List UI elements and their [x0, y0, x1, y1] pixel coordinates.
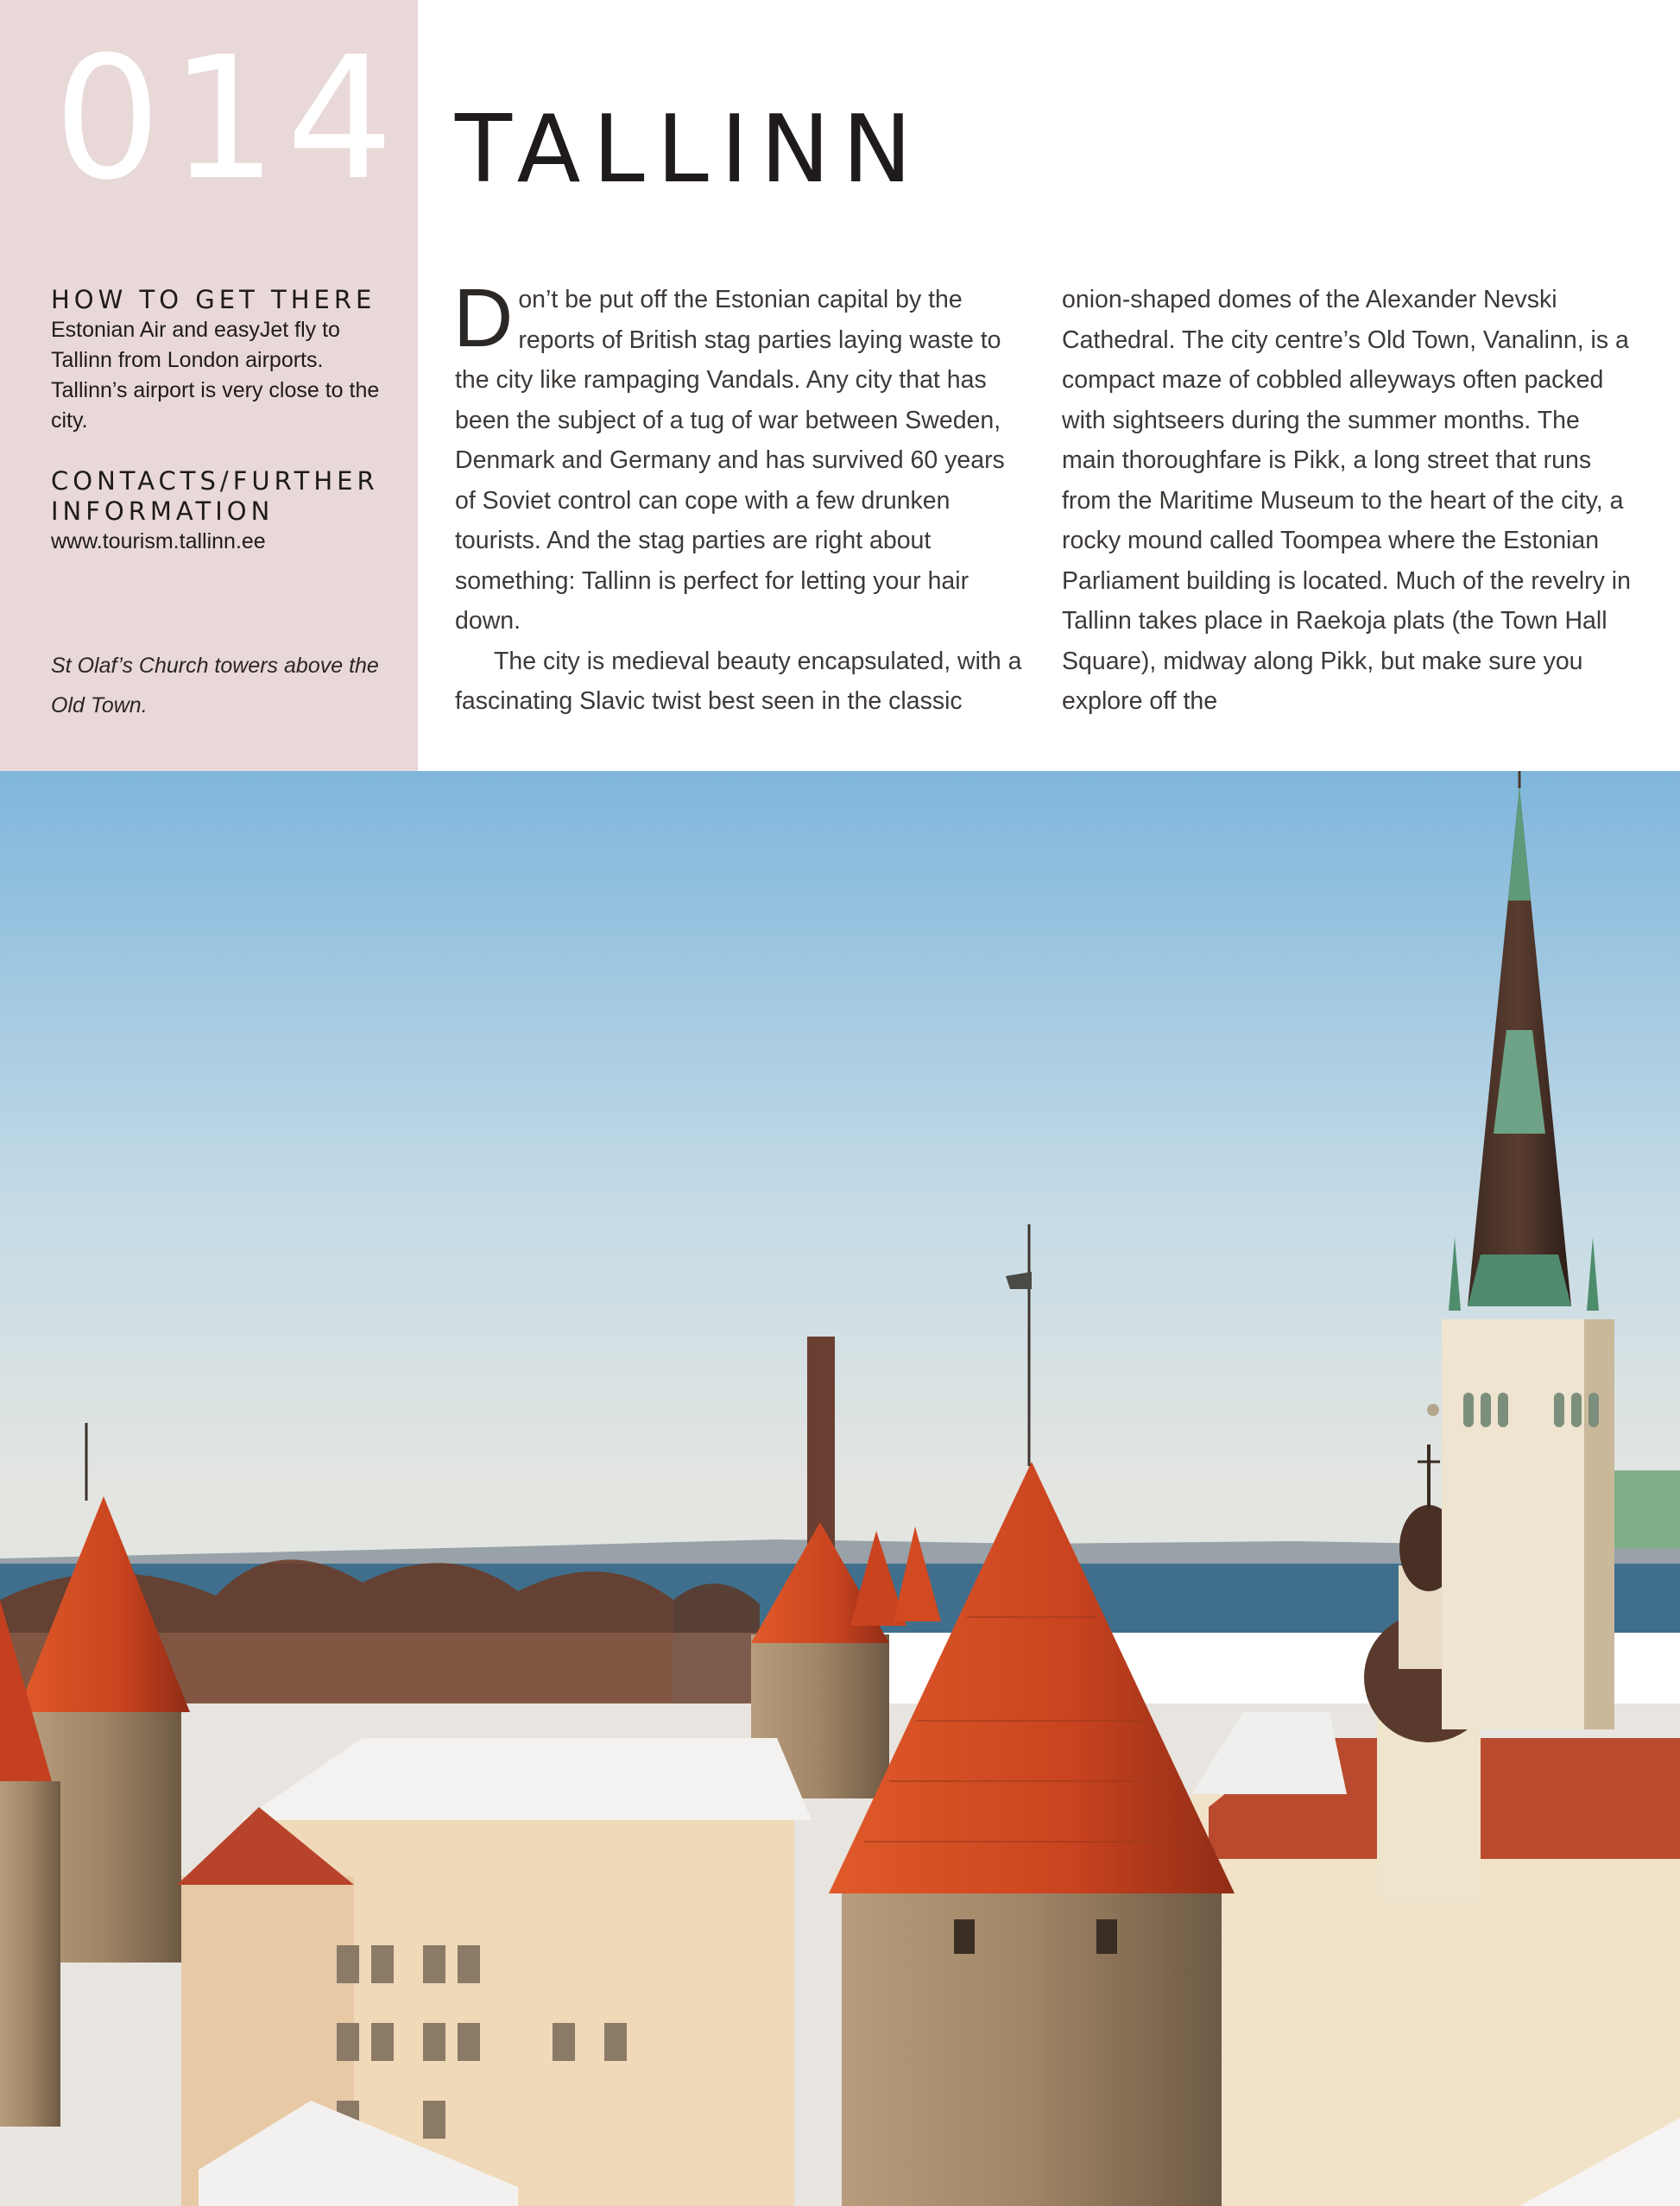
how-to-get-there-text: Estonian Air and easyJet fly to Tallinn from London airports. Tallinn’s airport is very close to the city. [51, 318, 380, 433]
page-number: 014 [54, 21, 403, 218]
article-column-right [1062, 280, 1636, 722]
drop-cap: D [453, 272, 514, 364]
paragraph-1-text: on’t be put off the Estonian capital by the reports of British stag parties laying waste to the city like rampaging Vandals. Any city that has been the subject of a tug of war between Sweden, Denmark and Germany and has survived 60 years of Soviet control can cope with a few drunken tourists. And the stag parties are right about something: Tallinn is perfect for letting your hair down. [455, 286, 1005, 635]
tallinn-old-town-photo [0, 771, 1680, 2206]
article-column-left [453, 272, 1029, 722]
contacts-heading: CONTACTS/FURTHER INFORMATION [51, 466, 379, 526]
article-title: TALLINN [455, 96, 925, 204]
article-paragraph-2-continued: onion-shaped domes of the Alexander Nevski Cathedral. The city centre’s Old Town, Vanalinn, is a compact maze of cobbled alleyways often packed with sightseers during the summer months. The main thoroughfare is Pikk, a long street that runs from the Maritime Museum to the heart of the city, a rocky mound called Toompea where the Estonian Parliament building is located. Much of the revelry in Tallinn takes place in Raekoja plats (the Town Hall Square), midway along Pikk, but make sure you explore off the [1062, 286, 1631, 715]
contacts-section [51, 466, 388, 557]
contacts-url[interactable]: www.tourism.tallinn.ee [51, 529, 266, 553]
photo-caption: St Olaf’s Church towers above the Old Town. [51, 654, 379, 717]
article-paragraph-2-start: The city is medieval beauty encapsulated, with a fascinating Slavic twist best seen in the classic [455, 647, 1022, 715]
sidebar [0, 0, 418, 771]
article-paragraph-1 [453, 272, 1029, 642]
how-to-get-there-section [51, 285, 388, 436]
how-to-get-there-heading: HOW TO GET THERE [51, 285, 376, 314]
